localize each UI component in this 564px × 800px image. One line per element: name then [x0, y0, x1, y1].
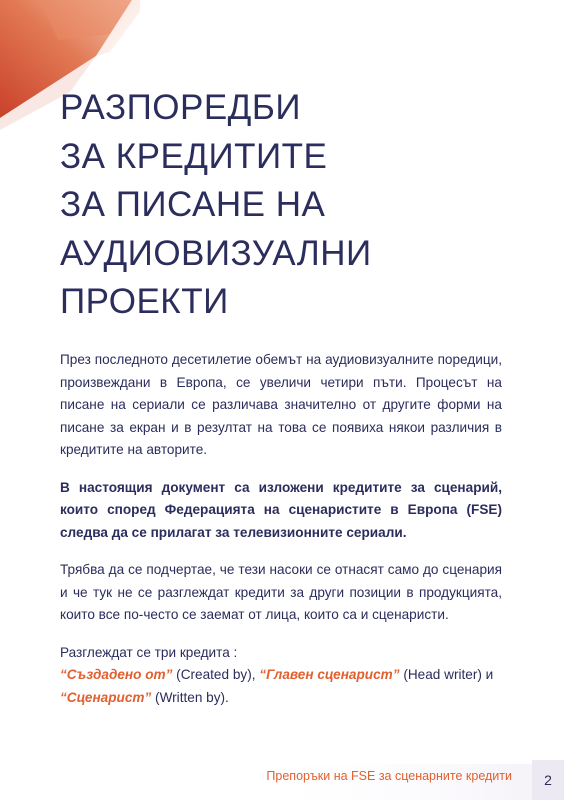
- created-by-english: (Created by),: [172, 667, 260, 682]
- note-paragraph: Трябва да се подчертае, че тези насоки се отнасят само до сценария и че тук не се разглеждат кредити за други позиции в продукцията, които все по-често се заемат от лица, които са и сценаристи.: [60, 562, 502, 622]
- credits-list: [60, 642, 502, 710]
- intro-paragraph: През последното десетилетие обемът на аудиовизуалните поредици, произвеждани в Европа, се увеличи четири пъти. Процесът на писане на сериали се различава значително от другите форми на писане за екран и в резултат на това се появиха някои различия в кредитите на авторите.: [60, 352, 502, 457]
- head-writer-english: (Head writer) и: [399, 667, 494, 682]
- credits-line: [60, 664, 502, 687]
- lead-paragraph: В настоящия документ са изложени кредитите за сценарий, които според Федерацията на сценаристите в Европа (FSE) следва да се прилагат за телевизионните сериали.: [60, 479, 502, 540]
- title-line: ПРОЕКТИ: [60, 282, 229, 321]
- credits-intro: Разглеждат се три кредита :: [60, 644, 238, 660]
- title-line: АУДИОВИЗУАЛНИ: [60, 233, 372, 273]
- head-writer-credit: “Главен сценарист”: [259, 667, 400, 682]
- footer-title: Препоръки на FSE за сценарните кредити: [266, 769, 512, 783]
- written-by-credit: “Сценарист”: [60, 689, 152, 705]
- body-content: [60, 349, 502, 709]
- created-by-credit: “Създадено от”: [60, 667, 173, 682]
- page-number: 2: [532, 760, 564, 800]
- title-line: ЗА ПИСАНЕ НА: [60, 185, 326, 224]
- written-by-english: (Written by).: [151, 689, 229, 705]
- title-line: РАЗПОРЕДБИ: [60, 88, 301, 127]
- page-title: [60, 84, 372, 327]
- title-line: ЗА КРЕДИТИТЕ: [60, 136, 328, 176]
- credits-line: [60, 687, 502, 710]
